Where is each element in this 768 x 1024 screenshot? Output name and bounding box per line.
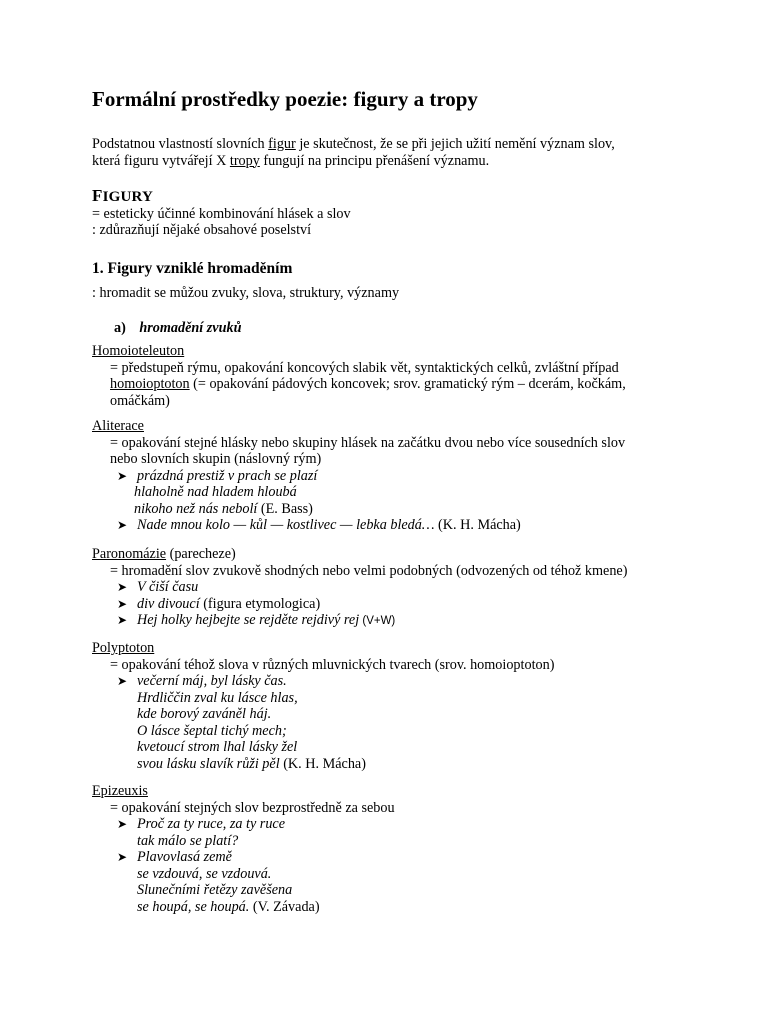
- polyptoton-definition: = opakování téhož slova v různých mluvnických tvarech (srov. homoioptoton): [110, 656, 555, 673]
- subsection-a: [92, 320, 728, 337]
- example-item: ➤ večerní máj, byl lásky čas.: [117, 673, 287, 689]
- aliterace-definition-line-1: = opakování stejné hlásky nebo skupiny hlásek na začátku dvou nebo více sousedních slov: [110, 434, 626, 451]
- section-1: [92, 260, 728, 302]
- example-item: ➤ V čiší času: [117, 579, 199, 595]
- example-item: ➤ Hej holky hejbejte se rejděte rejdivý rej (V+W): [117, 612, 396, 628]
- arrow-bullet-icon: ➤: [117, 850, 128, 864]
- homoioteleuton-definition-line-3: omáčkám): [110, 392, 170, 409]
- arrow-bullet-icon: ➤: [117, 613, 128, 627]
- arrow-bullet-icon: ➤: [117, 580, 128, 594]
- paronomazie-definition: = hromadění slov zvukově shodných nebo velmi podobných (odvozených od téhož kmene): [110, 562, 628, 579]
- subsection-a-title: hromadění zvuků: [139, 320, 242, 336]
- entry-polyptoton: Polyptoton = opakování téhož slova v různých mluvnických tvarech (srov. homoioptoton) ➤ večerní máj, byl lásky čas. Hrdliččin zval ku lásce hlas, kde borový zaváněl háj. O lásce šeptal tichý mech; kvetoucí strom lhal lásky žel svou lásku slavík růži pěl (K. H. Mácha): [92, 640, 728, 772]
- example-item: ➤ Nade mnou kolo — kůl — kostlivec — lebka bledá… (K. H. Mácha): [117, 517, 521, 533]
- section-1-heading: 1. Figury vzniklé hromaděním: [92, 260, 293, 277]
- figury-heading: FIGURY: [92, 186, 154, 205]
- example-item: ➤ Plavovlasá země: [117, 849, 232, 865]
- example-item: ➤ Proč za ty ruce, za ty ruce: [117, 816, 286, 832]
- entry-aliterace: Aliterace = opakování stejné hlásky nebo skupiny hlásek na začátku dvou nebo více sousedních slov nebo slovních skupin (náslovný rým) ➤ prázdná prestiž v prach se plazí hlaholně nad hladem hloubá nikoho než nás nebolí (E. Bass) ➤ Nade mnou kolo — kůl — kostlivec — lebka bledá… (K. H. Mácha): [92, 418, 728, 534]
- link-homoioptoton: homoioptoton: [110, 376, 190, 392]
- example-item: ➤ div divoucí (figura etymologica): [117, 595, 321, 612]
- figury-definition-1: = esteticky účinné kombinování hlásek a slov: [92, 205, 351, 222]
- page-title: Formální prostředky poezie: figury a tropy: [92, 87, 478, 111]
- aliterace-definition-line-2: nebo slovních skupin (náslovný rým): [110, 451, 322, 467]
- term-aliterace: Aliterace: [92, 418, 144, 434]
- term-paronomazie: Paronomázie: [92, 546, 167, 562]
- entry-epizeuxis: Epizeuxis = opakování stejných slov bezprostředně za sebou ➤ Proč za ty ruce, za ty ruce tak málo se platí? ➤ Plavovlasá země se vzdouvá, se vzdouvá. Slunečními řetězy zavěšena se houpá, se houpá. (V. Závada): [92, 783, 728, 915]
- link-figur: figur: [268, 136, 296, 152]
- example-item: ➤ prázdná prestiž v prach se plazí: [117, 467, 318, 484]
- term-homoioteleuton: Homoioteleuton: [92, 343, 185, 359]
- term-epizeuxis: Epizeuxis: [92, 783, 148, 799]
- subsection-a-label: a): [114, 320, 126, 336]
- epizeuxis-definition: = opakování stejných slov bezprostředně za sebou: [110, 799, 395, 816]
- arrow-bullet-icon: ➤: [117, 518, 128, 532]
- figury-section: [92, 188, 728, 239]
- entry-paronomazie: Paronomázie (parecheze) = hromadění slov zvukově shodných nebo velmi podobných (odvozených od téhož kmene) ➤ V čiší času ➤ div divoucí (figura etymologica) ➤ Hej holky hejbejte se rejděte rejdivý rej (V+W): [92, 546, 728, 630]
- arrow-bullet-icon: ➤: [117, 596, 128, 611]
- section-1-description: : hromadit se můžou zvuky, slova, struktury, významy: [92, 285, 400, 301]
- figury-definition-2: : zdůrazňují nějaké obsahové poselství: [92, 222, 312, 238]
- homoioteleuton-definition-line-1: = předstupeň rýmu, opakování koncových slabik vět, syntaktických celků, zvláštní případ: [110, 359, 619, 376]
- link-tropy: tropy: [229, 152, 260, 169]
- arrow-bullet-icon: ➤: [117, 674, 128, 688]
- arrow-bullet-icon: ➤: [117, 468, 128, 483]
- arrow-bullet-icon: ➤: [117, 817, 128, 831]
- intro-paragraph: Podstatnou vlastností slovních figur je skutečnost, že se při jejich užití nemění význam slov, která figuru vytvářejí X tropy fungují na principu přenášení významu.: [92, 136, 615, 169]
- term-polyptoton: Polyptoton: [92, 640, 155, 656]
- entry-homoioteleuton: Homoioteleuton = předstupeň rýmu, opakování koncových slabik vět, syntaktických celků, zvláštní případ homoioptoton (= opakování pádových koncovek; srov. gramatický rým – dcerám, kočkám, omáčkám): [92, 343, 728, 409]
